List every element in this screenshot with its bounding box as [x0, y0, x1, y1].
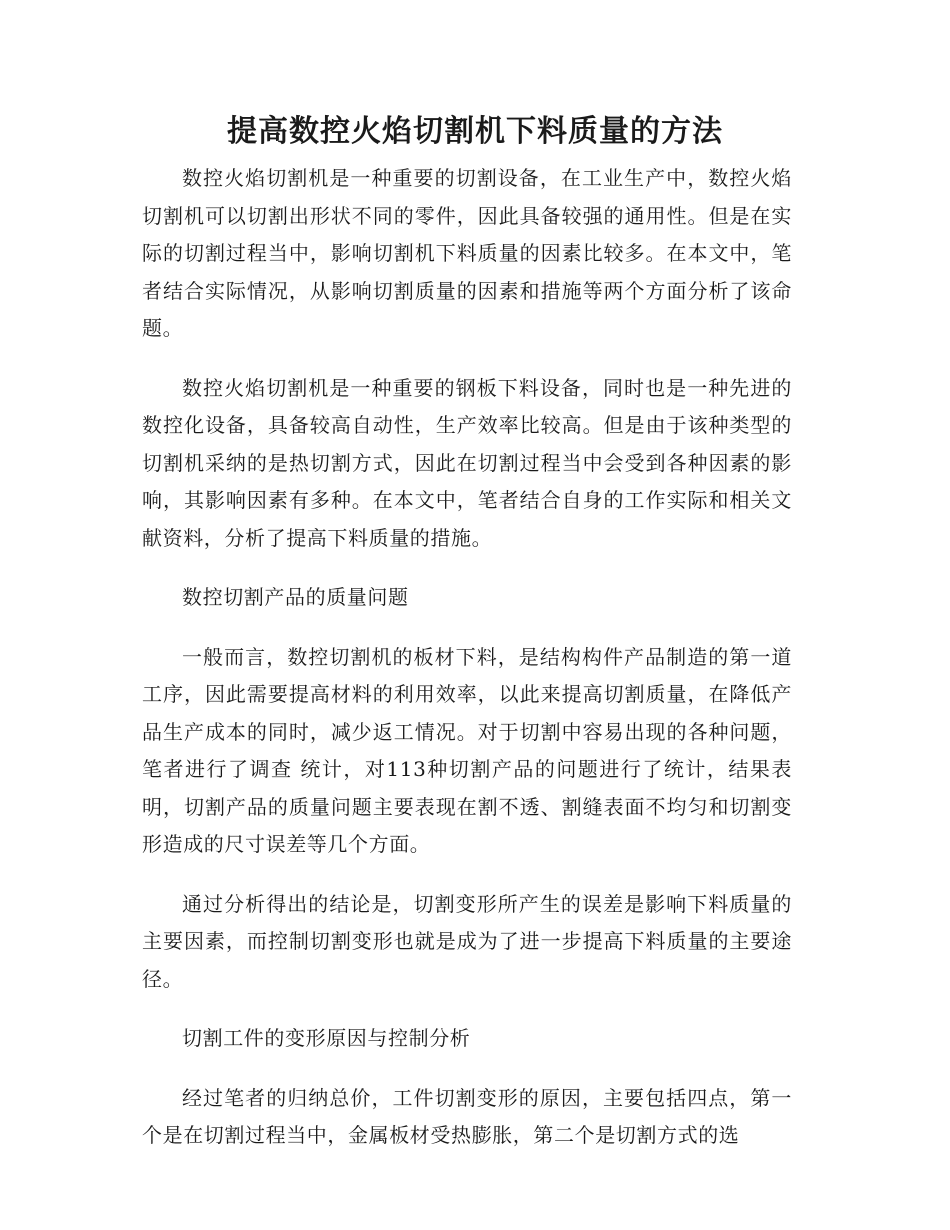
- paragraph-conclusion: 通过分析得出的结论是，切割变形所产生的误差是影响下料质量的主要因素，而控制切割变形也就是成为了进一步提高下料质量的主要途径。: [142, 891, 792, 991]
- document-title: 提高数控火焰切割机下料质量的方法: [227, 114, 723, 149]
- document-body: [142, 160, 792, 1177]
- paragraph-intro: 数控火焰切割机是一种重要的切割设备，在工业生产中，数控火焰切割机可以切割出形状不同的零件，因此具备较强的通用性。但是在实际的切割过程当中，影响切割机下料质量的因素比较多。在本文中，笔者结合实际情况，从影响切割质量的因素和措施等两个方面分析了该命题。: [142, 166, 792, 340]
- section-heading-deformation: 切割工件的变形原因与控制分析: [182, 1026, 471, 1050]
- paragraph-deformation-causes: 经过笔者的归纳总价，工件切割变形的原因，主要包括四点，第一个是在切割过程当中，金属板材受热膨胀，第二个是切割方式的选: [142, 1085, 792, 1147]
- paragraph-background: 数控火焰切割机是一种重要的钢板下料设备，同时也是一种先进的数控化设备，具备较高自动性，生产效率比较高。但是由于该种类型的切割机采纳的是热切割方式，因此在切割过程当中会受到各种因素的影响，其影响因素有多种。在本文中，笔者结合自身的工作实际和相关文献资料，分析了提高下料质量的措施。: [142, 375, 792, 550]
- section-heading-quality-issues: 数控切割产品的质量问题: [182, 585, 409, 609]
- paragraph-quality-issues: 一般而言，数控切割机的板材下料，是结构构件产品制造的第一道工序，因此需要提高材料的利用效率，以此来提高切割质量，在降低产品生产成本的同时，减少返工情况。对于切割中容易出现的各种问题，笔者进行了调查 统计，对113种切割产品的问题进行了统计，结果表明，切割产品的质量问题主要表现在割不透、割缝表面不均匀和切割变形造成的尺寸误差等几个方面。: [142, 644, 792, 856]
